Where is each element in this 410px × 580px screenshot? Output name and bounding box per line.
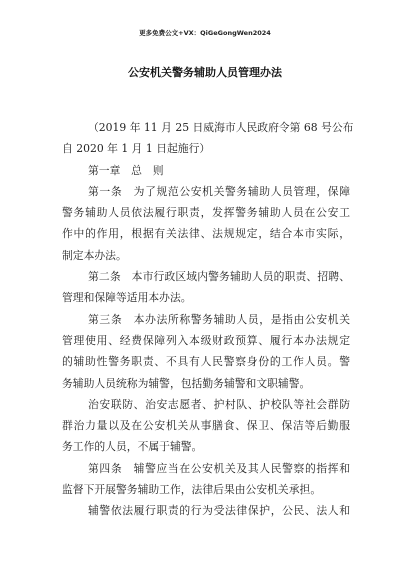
text-line: 自 2020 年 1 月 1 日起施行）: [62, 142, 211, 156]
article-3-clause-2: [62, 394, 350, 458]
text-line: 作中的作用，根据有关法律、法规规定，结合本市实际，: [62, 227, 350, 241]
document-body: [62, 117, 354, 522]
text-line: 管理使用、经费保障列入本级财政预算、履行本办法规定: [62, 333, 350, 347]
document-title: 公安机关警务辅助人员管理办法: [128, 66, 282, 79]
text-line: 治安联防、治安志愿者、护村队、护校队等社会群防: [88, 397, 350, 411]
article-4: [62, 458, 350, 501]
text-line: 务辅助人员统称为辅警，包括勤务辅警和文职辅警。: [62, 376, 311, 390]
text-line: 第四条 辅警应当在公安机关及其人民警察的指挥和: [88, 461, 350, 475]
publication-note: [62, 117, 354, 160]
article-3: [62, 309, 350, 394]
text-line: 监督下开展警务辅助工作，法律后果由公安机关承担。: [62, 483, 322, 497]
text-line: （2019 年 11 月 25 日威海市人民政府令第 68 号公布: [88, 121, 354, 134]
text-line: 群治力量以及在公安机关从事膳食、保卫、保洁等后勤服: [62, 419, 350, 433]
text-line: 警务辅助人员依法履行职责，发挥警务辅助人员在公安工: [62, 206, 350, 220]
article-1: [62, 181, 350, 266]
text-line: 务工作的人员，不属于辅警。: [62, 440, 203, 454]
text-line: 管理和保障等适用本办法。: [62, 291, 192, 305]
text-line: 第二条 本市行政区域内警务辅助人员的职责、招聘、: [88, 270, 350, 284]
header-note: 更多免费公文+VX：QiGeGongWen2024: [139, 29, 271, 37]
text-line: 第一章 总 则: [88, 163, 164, 177]
chapter-heading: [62, 160, 350, 181]
article-2: [62, 266, 350, 309]
text-line: 的辅助性警务职责、不具有人民警察身份的工作人员。警: [62, 355, 350, 369]
text-line: 辅警依法履行职责的行为受法律保护，公民、法人和: [88, 504, 350, 518]
text-line: 第三条 本办法所称警务辅助人员，是指由公安机关: [88, 312, 350, 326]
text-line: 第一条 为了规范公安机关警务辅助人员管理，保障: [88, 184, 350, 198]
article-4-clause-2: [62, 500, 350, 521]
text-line: 制定本办法。: [62, 248, 127, 262]
